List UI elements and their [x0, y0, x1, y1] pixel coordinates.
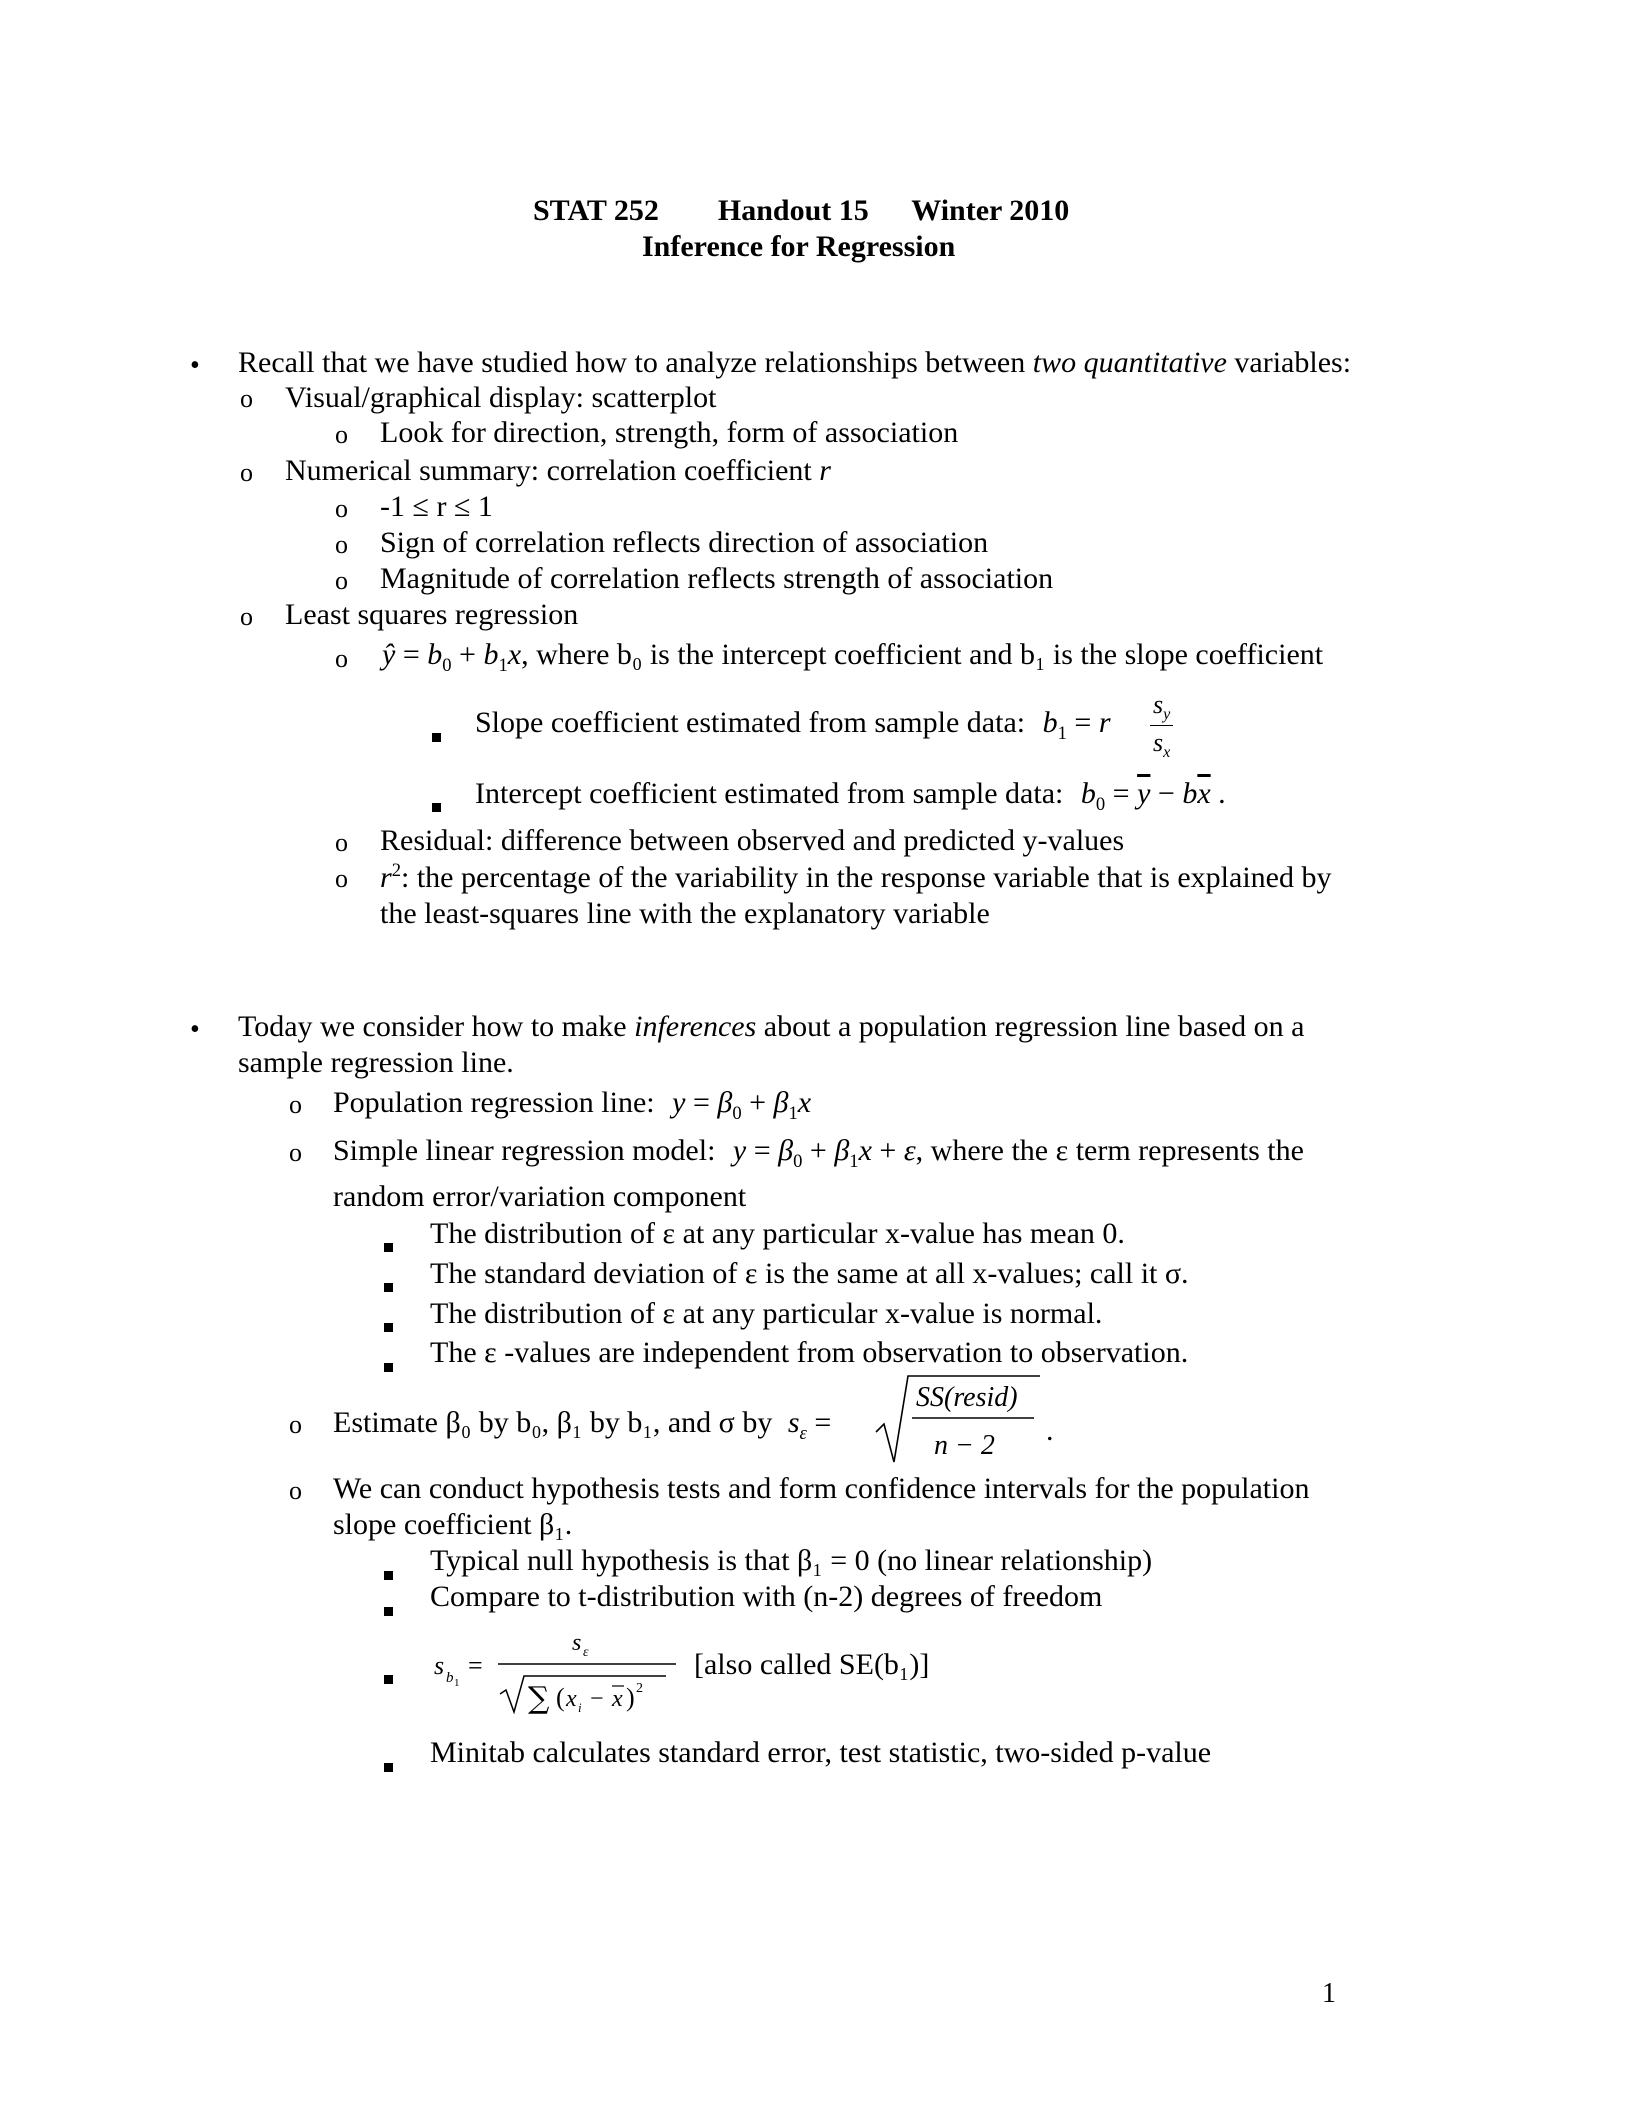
- numerical-summary: Numerical summary: correlation coefficient r: [285, 454, 831, 487]
- circle-bullet-icon: o: [335, 530, 348, 559]
- square-bullet-icon: [432, 788, 441, 818]
- se-label: $s_\varepsilon$ =: [787, 1406, 832, 1444]
- handout-number: Handout 15: [717, 194, 869, 227]
- slope-formula: $b_1 = r$: [1042, 706, 1111, 744]
- assumption-independent: The ε -values are independent from observation to observation.: [430, 1336, 1189, 1369]
- course-code: STAT 252: [533, 194, 659, 227]
- null-hypothesis: Typical null hypothesis is that β₁ = 0 (no linear relationship): [430, 1544, 1153, 1577]
- circle-bullet-icon: o: [335, 420, 348, 449]
- r-squared-definition-line2: the least-squares line with the explanatory variable: [380, 897, 990, 930]
- square-bullet-icon: [432, 718, 441, 748]
- circle-bullet-icon: o: [289, 1090, 302, 1119]
- svg-text:n − 2: n − 2: [934, 1430, 995, 1461]
- page-title: Inference for Regression: [642, 230, 956, 263]
- population-formula: $y = \beta_0 + \beta_1x$: [672, 1086, 812, 1124]
- header-course-line: [533, 196, 1069, 226]
- intercept-coefficient: Intercept coefficient estimated from sample data: $b_0 = \overline{y} - b\overline{x}$ .: [475, 777, 1226, 815]
- square-bullet-icon: [384, 1268, 393, 1298]
- population-regression-line: Population regression line: $y = \beta_0 + \beta_1x$: [333, 1086, 812, 1124]
- square-bullet-icon: [384, 1228, 393, 1258]
- page-number: 1: [1322, 1978, 1336, 2009]
- yhat-formula: ŷ = $b_0 + b_1x$: [382, 638, 522, 676]
- circle-bullet-icon: o: [335, 864, 348, 893]
- circle-bullet-icon: o: [335, 566, 348, 595]
- hypothesis-tests: We can conduct hypothesis tests and form confidence intervals for the population: [333, 1472, 1310, 1505]
- svg-text:1: 1: [454, 1677, 460, 1689]
- square-bullet-icon: [384, 1556, 393, 1586]
- svg-text:s: s: [434, 1651, 445, 1680]
- slr-model: Simple linear regression model: $y = \beta_0 + \beta_1x + \varepsilon$, where the ε term represents the: [333, 1134, 1304, 1172]
- bullet-icon: •: [190, 350, 200, 381]
- svg-text:2: 2: [636, 1681, 643, 1696]
- correlation-range: -1 ≤ r ≤ 1: [380, 490, 493, 523]
- svg-text:x: x: [612, 1686, 623, 1712]
- slope-fraction: $s_y$ $s_x$: [1150, 692, 1173, 762]
- section2-intro: Today we consider how to make inferences about a population regression line based on a: [238, 1010, 1305, 1043]
- square-bullet-icon: [384, 1308, 393, 1338]
- svg-text:∑: ∑: [528, 1681, 550, 1716]
- se-slope-equation: [432, 1622, 692, 1718]
- visual-subpoint: Look for direction, strength, form of association: [380, 416, 959, 449]
- circle-bullet-icon: o: [289, 1410, 302, 1439]
- square-bullet-icon: [384, 1348, 393, 1378]
- circle-bullet-icon: o: [335, 494, 348, 523]
- square-bullet-icon: [384, 1660, 393, 1690]
- circle-bullet-icon: o: [240, 602, 253, 631]
- sqrt-icon: [872, 1372, 1042, 1468]
- section1-intro: Recall that we have studied how to analyze relationships between two quantitative variables:: [238, 346, 1352, 379]
- assumption-sd: The standard deviation of ε is the same at all x-values; call it σ.: [430, 1257, 1189, 1290]
- regression-equation: ŷ = $b_0 + b_1x$, where b₀ is the intercept coefficient and b₁ is the slope coefficient: [382, 638, 1324, 676]
- svg-text:s: s: [572, 1630, 582, 1656]
- r-squared-definition: $r^2$: the percentage of the variability in the response variable that is explained by: [380, 860, 1332, 894]
- t-distribution: Compare to t-distribution with (n-2) degrees of freedom: [430, 1580, 1103, 1613]
- svg-text:b: b: [446, 1670, 454, 1686]
- visual-display: Visual/graphical display: scatterplot: [285, 381, 717, 414]
- assumption-mean: The distribution of ε at any particular x-value has mean 0.: [430, 1217, 1125, 1250]
- term: Winter 2010: [911, 194, 1070, 227]
- square-bullet-icon: [384, 1592, 393, 1622]
- minitab-note: Minitab calculates standard error, test statistic, two-sided p-value: [430, 1736, 1212, 1769]
- least-squares-regression: Least squares regression: [285, 598, 579, 631]
- section2-intro-line2: sample regression line.: [238, 1046, 514, 1079]
- assumption-normal: The distribution of ε at any particular x-value is normal.: [430, 1297, 1103, 1330]
- hypothesis-tests-line2: slope coefficient β₁.: [333, 1508, 573, 1541]
- svg-text:): ): [626, 1683, 635, 1712]
- se-formula: SS(resid) n − 2 .: [872, 1372, 1042, 1474]
- svg-text:(: (: [556, 1683, 565, 1712]
- circle-bullet-icon: o: [335, 644, 348, 673]
- circle-bullet-icon: o: [240, 458, 253, 487]
- slr-formula: $y = \beta_0 + \beta_1x + \varepsilon$: [732, 1134, 916, 1172]
- intercept-formula: $b_0 = \overline{y} - b\overline{x}$ .: [1080, 777, 1226, 815]
- svg-text:x: x: [566, 1686, 577, 1712]
- se-slope-formula: [432, 1622, 692, 1724]
- svg-text:=: =: [468, 1651, 483, 1680]
- svg-text:−: −: [590, 1686, 604, 1712]
- circle-bullet-icon: o: [289, 1476, 302, 1505]
- estimate-parameters: Estimate β₀ by b₀, β₁ by b₁, and σ by $s_\varepsilon$ =: [333, 1406, 832, 1444]
- svg-text:ε: ε: [583, 1645, 589, 1660]
- slope-coefficient: Slope coefficient estimated from sample data: $b_1 = r$: [475, 706, 1111, 744]
- se-also-called: [also called SE(b₁)]: [694, 1648, 930, 1681]
- circle-bullet-icon: o: [289, 1138, 302, 1167]
- square-bullet-icon: [384, 1748, 393, 1778]
- circle-bullet-icon: o: [240, 384, 253, 413]
- sign-of-correlation: Sign of correlation reflects direction of association: [380, 526, 989, 559]
- svg-text:SS(resid): SS(resid): [916, 1382, 1018, 1413]
- slr-model-line2: random error/variation component: [333, 1180, 747, 1213]
- bullet-icon: •: [190, 1014, 200, 1045]
- circle-bullet-icon: o: [335, 828, 348, 857]
- magnitude-of-correlation: Magnitude of correlation reflects strength of association: [380, 562, 1054, 595]
- svg-text:i: i: [578, 1700, 582, 1715]
- residual-definition: Residual: difference between observed and predicted y-values: [380, 824, 1125, 857]
